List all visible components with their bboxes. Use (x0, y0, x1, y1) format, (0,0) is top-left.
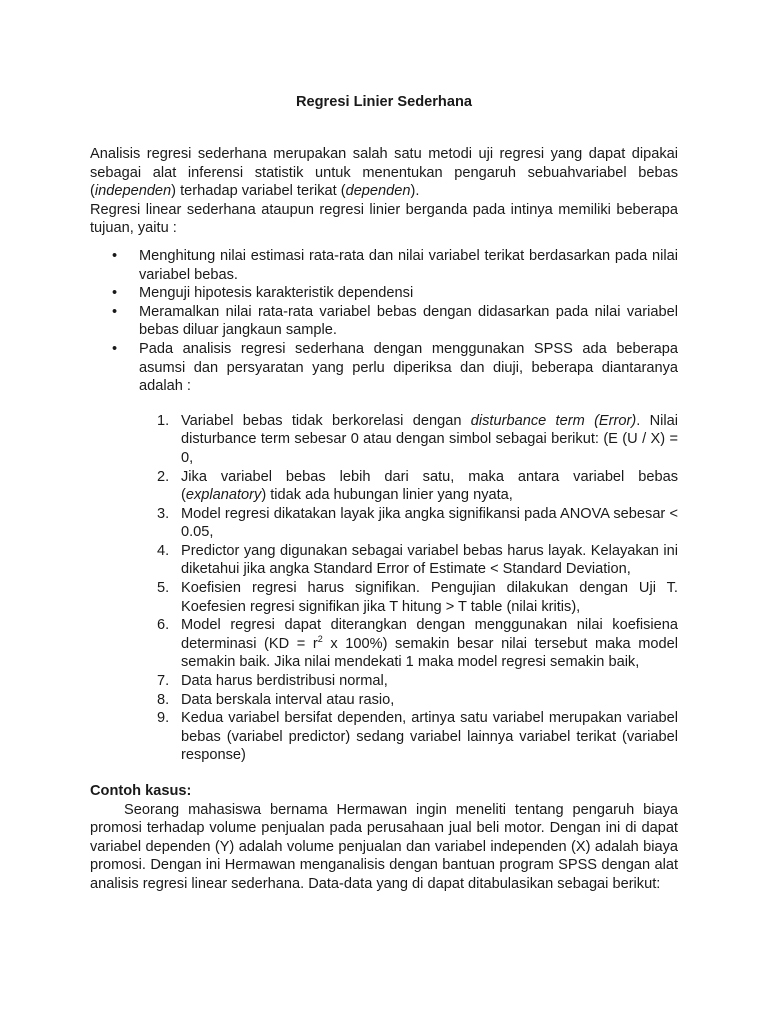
bullet-icon: • (112, 303, 118, 320)
numbered-item (157, 672, 678, 691)
bullet-text: Meramalkan nilai rata-rata variabel bebas dengan didasarkan pada nilai variabel bebas diluar jangkaun sample. (139, 303, 678, 339)
bullet-icon: • (112, 247, 118, 264)
superscript: 2 (317, 633, 323, 644)
item-number: 2. (157, 468, 170, 485)
item-text: Data berskala interval atau rasio, (181, 691, 395, 708)
item-text: Data harus berdistribusi normal, (181, 673, 388, 690)
item-text: Variabel bebas tidak berkorelasi dengan (181, 412, 471, 429)
numbered-item (157, 542, 678, 579)
bullet-text: Menghitung nilai estimasi rata-rata dan nilai variabel terikat berdasarkan pada nilai variabel bebas. (139, 247, 678, 283)
document-body (90, 145, 678, 894)
item-number: 1. (157, 412, 170, 429)
bullet-item (112, 284, 678, 303)
numbered-item (157, 616, 678, 672)
intro-text-a: Analisis regresi sederhana merupakan salah satu metodi uji regresi yang dapat dipakai sebagai alat inferensi statistik untuk menentukan pengaruh sebuahvariabel bebas ( (90, 146, 678, 200)
numbered-item (157, 691, 678, 710)
item-number: 7. (157, 673, 170, 690)
item-number: 6. (157, 617, 170, 634)
item-number: 8. (157, 691, 170, 708)
item-italic: explanatory (185, 487, 262, 504)
item-text: ) tidak ada hubungan linier yang nyata, (261, 487, 513, 504)
bullet-icon: • (112, 285, 118, 302)
item-text: Koefisien regresi harus signifikan. Pengujian dilakukan dengan Uji T. Koefesien regresi signifikan jika T hitung > T table (nilai kritis), (181, 580, 678, 615)
item-italic: disturbance term (Error) (470, 412, 637, 429)
numbered-item (157, 505, 678, 542)
numbered-item (157, 468, 678, 505)
page-title: Regresi Linier Sederhana (295, 94, 472, 110)
numbered-item (157, 412, 678, 468)
intro-paragraph-1 (90, 145, 678, 201)
bullet-item (112, 340, 678, 396)
bullet-text: Menguji hipotesis karakteristik dependensi (139, 285, 414, 302)
case-paragraph: Seorang mahasiswa bernama Hermawan ingin meneliti tentang pengaruh biaya promosi terhadap volume penjualan pada perusahaan jual beli motor. Dengan ini di dapat variabel dependen (Y) adalah volume penjualan dan variabel independen (X) adalah biaya promosi. Dengan ini Hermawan menganalisis dengan bantuan program SPSS dengan alat analisis regresi linear sederhana. Data-data yang di dapat ditabulasikan sebagai berikut: (90, 801, 678, 892)
objectives-list (90, 247, 678, 396)
item-text: Model regresi dikatakan layak jika angka signifikansi pada ANOVA sebesar < 0.05, (181, 505, 678, 541)
case-heading: Contoh kasus: (90, 783, 192, 799)
numbered-item (157, 579, 678, 616)
item-text: Model regresi dapat diterangkan dengan menggunakan nilai koefisiena determinasi (KD = r (181, 617, 678, 652)
intro-italic-dependen: dependen (345, 183, 411, 200)
intro-text-b: ) terhadap variabel terikat ( (171, 183, 346, 200)
bullet-item (112, 247, 678, 284)
assumptions-list (90, 412, 678, 765)
item-text: Jika variabel bebas lebih dari satu, maka antara variabel bebas ( (181, 468, 678, 504)
intro-italic-independen: independen (94, 183, 172, 200)
bullet-text: Pada analisis regresi sederhana dengan menggunakan SPSS ada beberapa asumsi dan persyaratan yang perlu diperiksa dan diuji, beberapa diantaranya adalah : (139, 340, 678, 395)
item-number: 5. (157, 580, 170, 597)
bullet-item (112, 303, 678, 340)
item-number: 9. (157, 710, 170, 727)
bullet-icon: • (112, 340, 118, 357)
intro-paragraph-2: Regresi linear sederhana ataupun regresi linier berganda pada intinya memiliki beberapa tujuan, yaitu : (90, 201, 678, 237)
item-text: Predictor yang digunakan sebagai variabel bebas harus layak. Kelayakan ini diketahui jika angka Standard Error of Estimate < Standard Deviation, (181, 542, 678, 578)
numbered-item (157, 709, 678, 765)
item-number: 3. (157, 505, 170, 522)
item-number: 4. (157, 542, 170, 559)
intro-text-c: ). (410, 183, 420, 200)
item-text: . Nilai disturbance term sebesar 0 atau dengan simbol sebagai berikut: (E (U / X) = 0, (181, 412, 678, 466)
item-text: x 100%) semakin besar nilai tersebut maka model semakin baik. Jika nilai mendekati 1 maka model regresi semakin baik, (181, 635, 678, 671)
item-text: Kedua variabel bersifat dependen, artinya satu variabel merupakan variabel bebas (variabel predictor) sedang variabel lainnya variabel terikat (variabel response) (181, 710, 678, 764)
